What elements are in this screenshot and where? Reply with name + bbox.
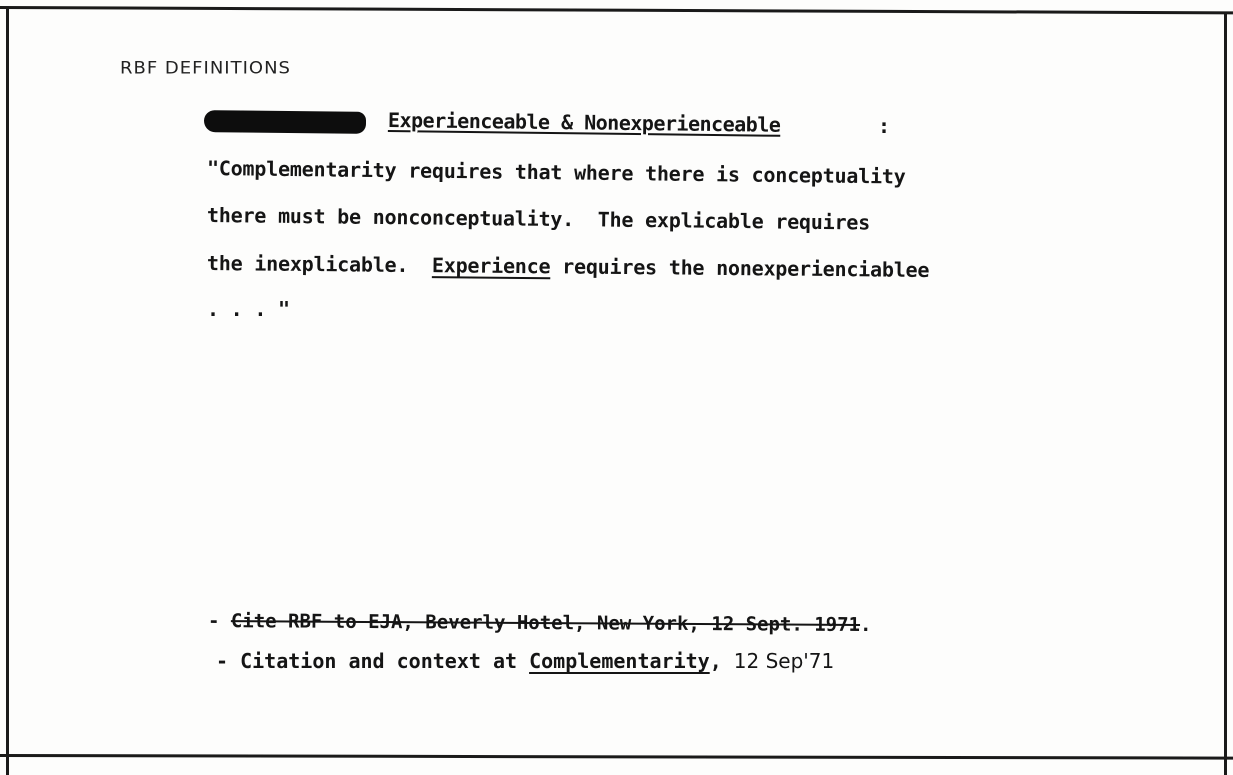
term-title: Experienceable & Nonexperienceable [387,108,781,137]
struck-citation-dash: - [207,610,231,633]
citation-link-complementarity[interactable]: Complementarity [529,649,710,673]
quote-line-3-end: requires the nonexperienciablee [550,254,930,282]
quote-line-4: . . . " [207,297,290,321]
quote-emphasis-experience: Experience [431,253,551,279]
card-border-bottom [0,754,1233,760]
quote-line-3-start: the inexplicable. [206,251,433,278]
struck-citation [208,610,872,636]
struck-citation-end: . [859,613,872,637]
citation-line [216,649,834,673]
term-colon: : [878,114,891,138]
citation-separator: , [709,649,734,673]
card-border-right [1224,14,1227,775]
card-border-top [0,6,1233,14]
card-heading: RBF DEFINITIONS [120,58,291,79]
quote-line-2: there must be nonconceptuality. The explicable requires [206,203,871,235]
redaction-mark [204,110,366,134]
card-border-left [6,8,9,775]
quote-line-1: "Complementarity requires that where there is conceptuality [206,156,906,189]
citation-date: 12 Sep'71 [733,649,835,673]
citation-prefix: - Citation and context at [216,649,530,673]
struck-citation-text: Cite RBF to EJA, Beverly Hotel, New York, 12 Sept. 1971 [230,610,861,636]
quote-line-3 [207,251,930,282]
